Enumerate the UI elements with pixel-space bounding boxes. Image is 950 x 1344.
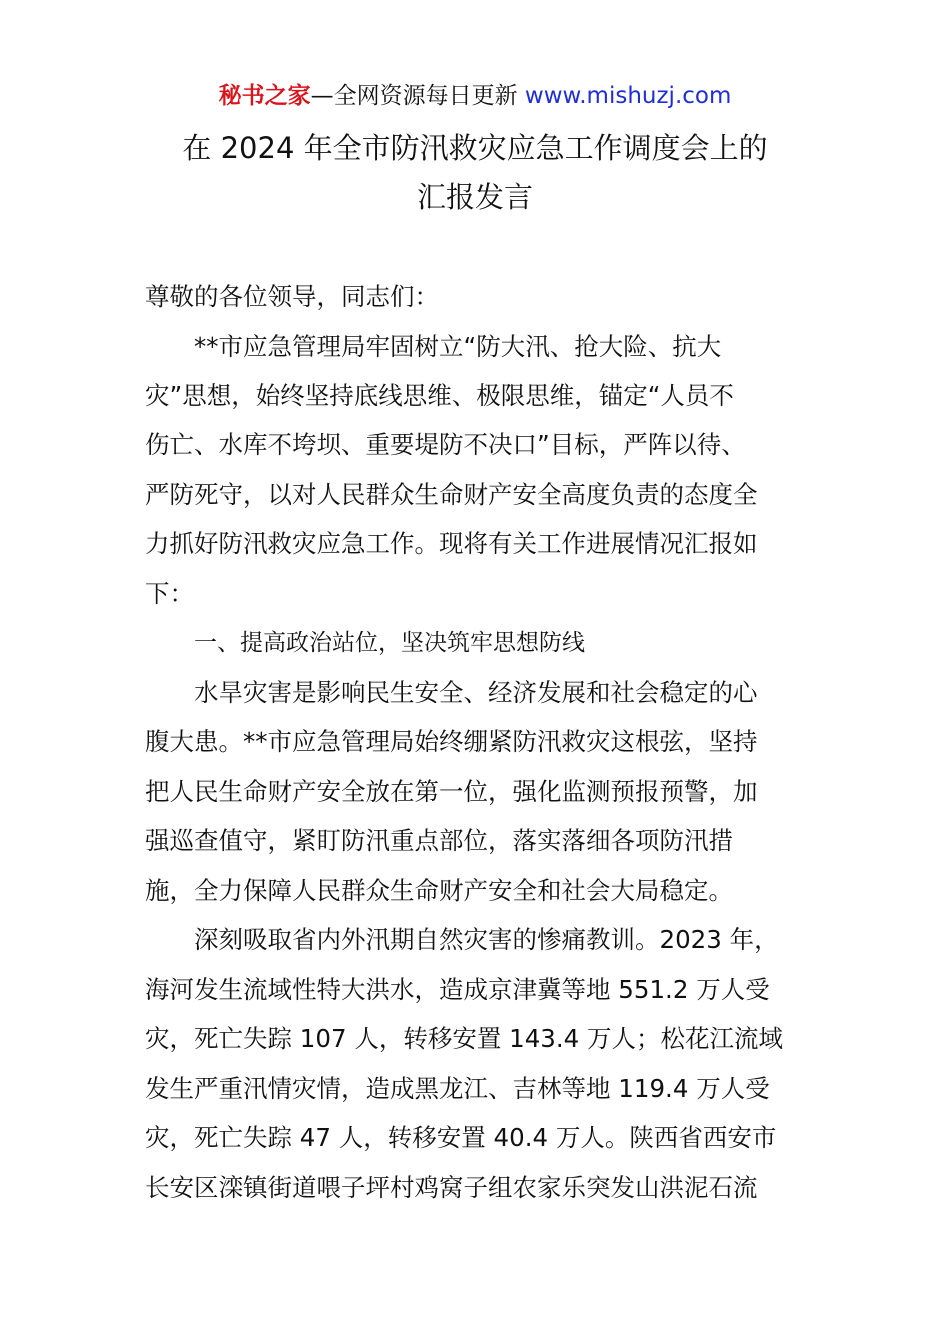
site-tagline: —全网资源每日更新 (310, 83, 525, 109)
paragraph-1-line: 伤亡、水库不垮坝、重要堤防不决口”目标，严阵以待、 (145, 430, 746, 459)
site-brand: 秘书之家 (218, 83, 311, 109)
section-heading-1: 一、提高政治站位，坚决筑牢思想防线 (194, 630, 585, 656)
document-title-line-1: 在 2024 年全市防汛救灾应急工作调度会上的 (182, 131, 768, 165)
site-header (0, 80, 950, 112)
paragraph-2-line: 腹大患。**市应急管理局始终绷紧防汛救灾这根弦，坚持 (145, 727, 758, 756)
paragraph-1-line: 下： (145, 579, 194, 608)
paragraph-3-line: 深刻吸取省内外汛期自然灾害的惨痛教训。2023 年， (194, 925, 779, 954)
paragraph-1-line: **市应急管理局牢固树立“防大汛、抢大险、抗大 (194, 332, 722, 361)
site-url-link[interactable]: www.mishuzj.com (524, 83, 732, 109)
salutation: 尊敬的各位领导，同志们： (145, 282, 439, 311)
paragraph-2-line: 水旱灾害是影响民生安全、经济发展和社会稳定的心 (194, 678, 758, 707)
paragraph-2-line: 强巡查值守，紧盯防汛重点部位，落实落细各项防汛措 (145, 826, 733, 855)
paragraph-1-line: 严防死守，以对人民群众生命财产安全高度负责的态度全 (145, 480, 758, 509)
document-title-line-2: 汇报发言 (416, 180, 533, 214)
paragraph-3-line: 灾，死亡失踪 107 人，转移安置 143.4 万人；松花江流域 (145, 1024, 784, 1053)
paragraph-3-line: 长安区滦镇街道喂子坪村鸡窝子组农家乐突发山洪泥石流 (145, 1173, 758, 1202)
paragraph-2-line: 施，全力保障人民群众生命财产安全和社会大局稳定。 (145, 876, 733, 905)
paragraph-3-line: 海河发生流域性特大洪水，造成京津冀等地 551.2 万人受 (145, 975, 770, 1004)
paragraph-3-line: 灾，死亡失踪 47 人，转移安置 40.4 万人。陕西省西安市 (145, 1123, 777, 1152)
paragraph-1-line: 力抓好防汛救灾应急工作。现将有关工作进展情况汇报如 (145, 529, 758, 558)
paragraph-2-line: 把人民生命财产安全放在第一位，强化监测预报预警，加 (145, 777, 758, 806)
paragraph-1-line: 灾”思想，始终坚持底线思维、极限思维，锚定“人员不 (145, 381, 734, 410)
paragraph-3-line: 发生严重汛情灾情，造成黑龙江、吉林等地 119.4 万人受 (145, 1074, 770, 1103)
